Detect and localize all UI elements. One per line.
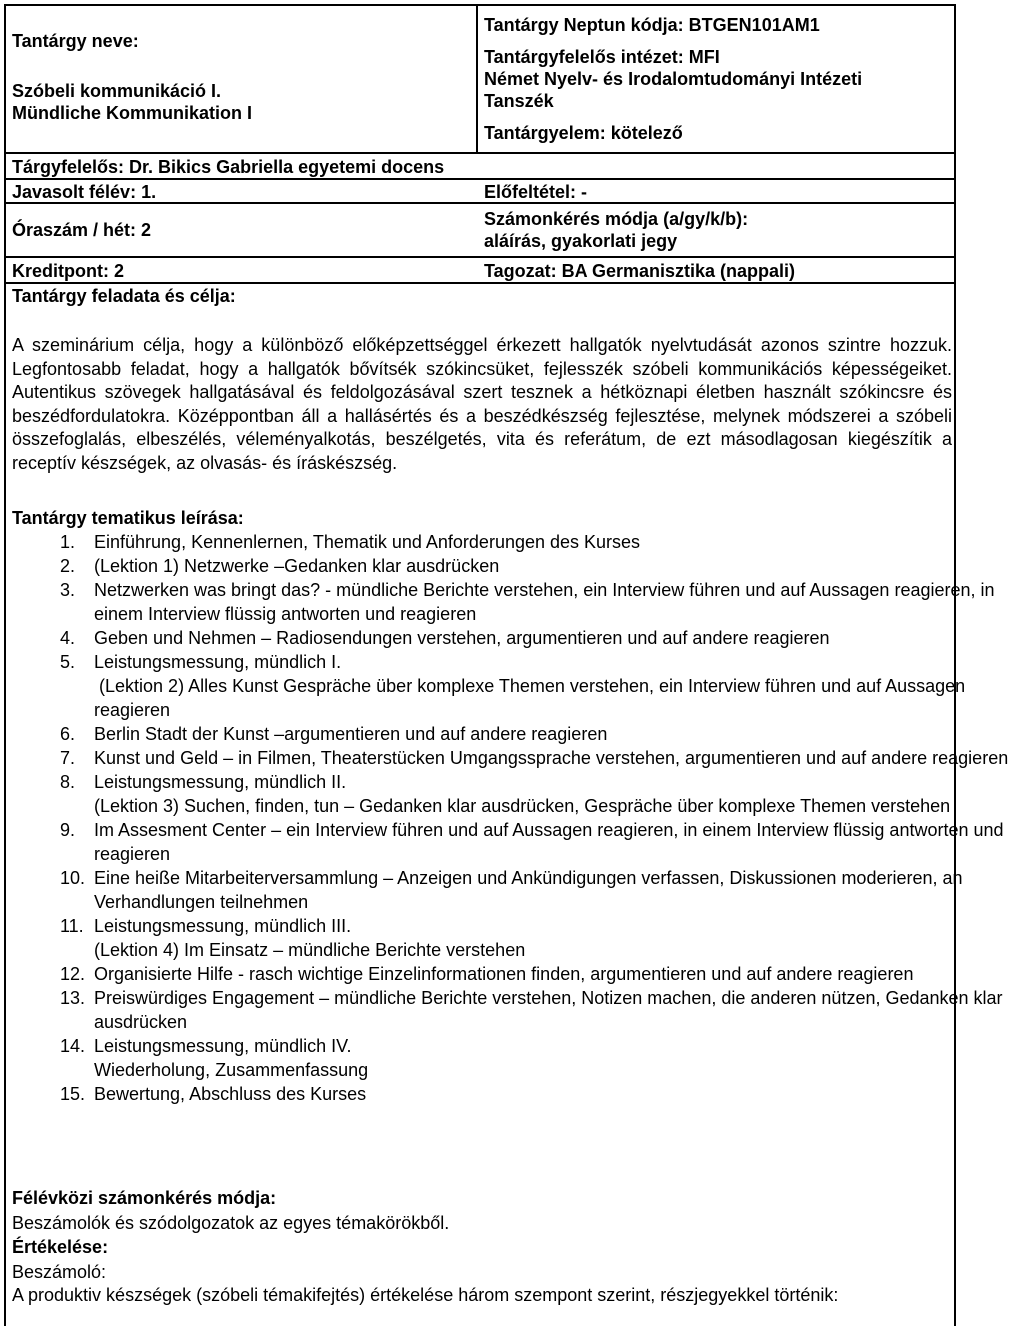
- topic-number: 10.: [60, 868, 86, 888]
- topic-item: [60, 746, 1034, 770]
- neptun-code: Tantárgy Neptun kódja: BTGEN101AM1: [484, 15, 820, 35]
- topic-text-continued: (Lektion 3) Suchen, finden, tun – Gedanken klar ausdrücken, Gespräche über komplexe Themen verstehen: [94, 796, 951, 816]
- credit-points: Kreditpont: 2: [12, 261, 124, 281]
- topic-text: Berlin Stadt der Kunst –argumentieren und auf andere reagieren: [94, 724, 608, 744]
- study-program: Tagozat: BA Germanisztika (nappali): [484, 261, 796, 281]
- prerequisite: Előfeltétel: -: [484, 182, 588, 202]
- topic-text: Leistungsmessung, mündlich II.: [94, 772, 347, 792]
- row-divider: [6, 282, 954, 284]
- topic-text-continued: (Lektion 4) Im Einsatz – mündliche Berichte verstehen: [94, 940, 526, 960]
- topic-text: Geben und Nehmen – Radiosendungen verstehen, argumentieren und auf andere reagieren: [94, 628, 830, 648]
- topic-text: Leistungsmessung, mündlich I.: [94, 652, 342, 672]
- topic-number: 12.: [60, 964, 86, 984]
- topic-number: 8.: [60, 772, 76, 792]
- topic-item: [60, 530, 1034, 554]
- topic-item: [60, 1082, 1034, 1106]
- evaluation-subheading: Beszámoló:: [12, 1262, 107, 1282]
- topic-text: Kunst und Geld – in Filmen, Theaterstücken Umgangssprache verstehen, argumentieren und auf andere reagieren: [94, 748, 1009, 768]
- topic-text: Leistungsmessung, mündlich III.: [94, 916, 352, 936]
- topic-item: [60, 986, 1034, 1034]
- topic-item: [60, 770, 1034, 818]
- subject-name-label: Tantárgy neve:: [12, 31, 139, 51]
- midterm-text: Beszámolók és szódolgozatok az egyes témakörökből.: [12, 1213, 450, 1233]
- topic-text: Bewertung, Abschluss des Kurses: [94, 1084, 367, 1104]
- goal-label: Tantárgy feladata és célja:: [12, 286, 236, 306]
- row-divider: [6, 152, 954, 154]
- subject-name-de: Mündliche Kommunikation I: [12, 103, 253, 123]
- responsible-person: Tárgyfelelős: Dr. Bikics Gabriella egyetemi docens: [12, 157, 445, 177]
- topic-item: [60, 1034, 1034, 1082]
- topics-label: Tantárgy tematikus leírása:: [12, 508, 244, 528]
- topic-number: 11.: [60, 916, 84, 936]
- topic-number: 9.: [60, 820, 76, 840]
- evaluation-label: Értékelése:: [12, 1237, 109, 1257]
- topic-text: (Lektion 1) Netzwerke –Gedanken klar ausdrücken: [94, 556, 500, 576]
- topic-item: [60, 962, 1034, 986]
- topic-item: [60, 866, 1034, 914]
- topic-item: [60, 722, 1034, 746]
- topic-text-continued: Wiederholung, Zusammenfassung: [94, 1060, 369, 1080]
- evaluation-text: A produktiv készségek (szóbeli témakifejtés) értékelése három szempont szerint, részjegyekkel történik:: [12, 1285, 839, 1305]
- topic-item: [60, 578, 1034, 626]
- recommended-semester: Javasolt félév: 1.: [12, 182, 157, 202]
- topic-text: Im Assesment Center – ein Interview führen und auf Aussagen reagieren, in einem Interview flüssig antworten und reagieren: [94, 820, 1004, 864]
- weekly-hours: Óraszám / hét: 2: [12, 220, 152, 240]
- responsible-institute: Tantárgyfelelős intézet: MFI: [484, 47, 720, 67]
- topic-text-continued: (Lektion 2) Alles Kunst Gespräche über komplexe Themen verstehen, ein Interview führen und auf Aussagen reagieren: [94, 676, 971, 720]
- topic-number: 13.: [60, 988, 86, 1008]
- row-divider: [6, 178, 954, 180]
- topics-list: [12, 530, 1034, 1106]
- subject-element: Tantárgyelem: kötelező: [484, 123, 683, 143]
- department-line-2: Tanszék: [484, 91, 554, 111]
- topic-number: 14.: [60, 1036, 86, 1056]
- goal-text: A szeminárium célja, hogy a különböző előképzettséggel érkezett hallgatók nyelvtudását azonos szintre hozzuk. Legfontosabb feladat, hogy a hallgatók bővítsék szókincsüket, fejlesszék szóbeli kommunikációs képességeiket. Autentikus szövegek hallgatásával és feldolgozásával szert tesznek a hétköznapi életben használt szókincsre és beszédfordulatokra. Középpontban áll a hallásértés és a beszédkészség fejlesztése, melynek módszerei a szóbeli összefoglalás, elbeszélés, véleményalkotás, beszélgetés, vita és referátum, de ezt másodlagosan kiegészítik a receptív készségek, az olvasás- és íráskészség.: [12, 335, 952, 473]
- topic-number: 6.: [60, 724, 76, 744]
- topic-text: Preiswürdiges Engagement – mündliche Berichte verstehen, Notizen machen, die anderen nützen, Gedanken klar ausdrücken: [94, 988, 1003, 1032]
- topic-number: 5.: [60, 652, 76, 672]
- topic-text: Einführung, Kennenlernen, Thematik und Anforderungen des Kurses: [94, 532, 641, 552]
- topic-number: 4.: [60, 628, 76, 648]
- course-description-document: [4, 4, 1009, 1326]
- topic-number: 1.: [60, 532, 76, 552]
- topic-number: 7.: [60, 748, 76, 768]
- topic-number: 15.: [60, 1084, 86, 1104]
- topic-number: 3.: [60, 580, 76, 600]
- column-divider: [476, 6, 478, 152]
- row-divider: [6, 256, 954, 258]
- topic-item: [60, 818, 1034, 866]
- midterm-label: Félévközi számonkérés módja:: [12, 1188, 277, 1208]
- topic-number: 2.: [60, 556, 76, 576]
- assessment-method-line-1: Számonkérés módja (a/gy/k/b):: [484, 209, 749, 229]
- topic-item: [60, 914, 1034, 962]
- topic-text: Organisierte Hilfe - rasch wichtige Einzelinformationen finden, argumentieren und auf andere reagieren: [94, 964, 914, 984]
- subject-name-hu: Szóbeli kommunikáció I.: [12, 81, 222, 101]
- topic-item: [60, 626, 1034, 650]
- topic-text: Netzwerken was bringt das? - mündliche Berichte verstehen, ein Interview führen und auf Aussagen reagieren, in einem Interview flüssig antworten und reagieren: [94, 580, 995, 624]
- topic-item: [60, 650, 1034, 722]
- assessment-method-line-2: aláírás, gyakorlati jegy: [484, 231, 678, 251]
- topic-item: [60, 554, 1034, 578]
- topic-text: Leistungsmessung, mündlich IV.: [94, 1036, 352, 1056]
- topic-text: Eine heiße Mitarbeiterversammlung – Anzeigen und Ankündigungen verfassen, Diskussionen moderieren, an Verhandlungen teilnehmen: [94, 868, 963, 912]
- department-line-1: Német Nyelv- és Irodalomtudományi Intézeti: [484, 69, 863, 89]
